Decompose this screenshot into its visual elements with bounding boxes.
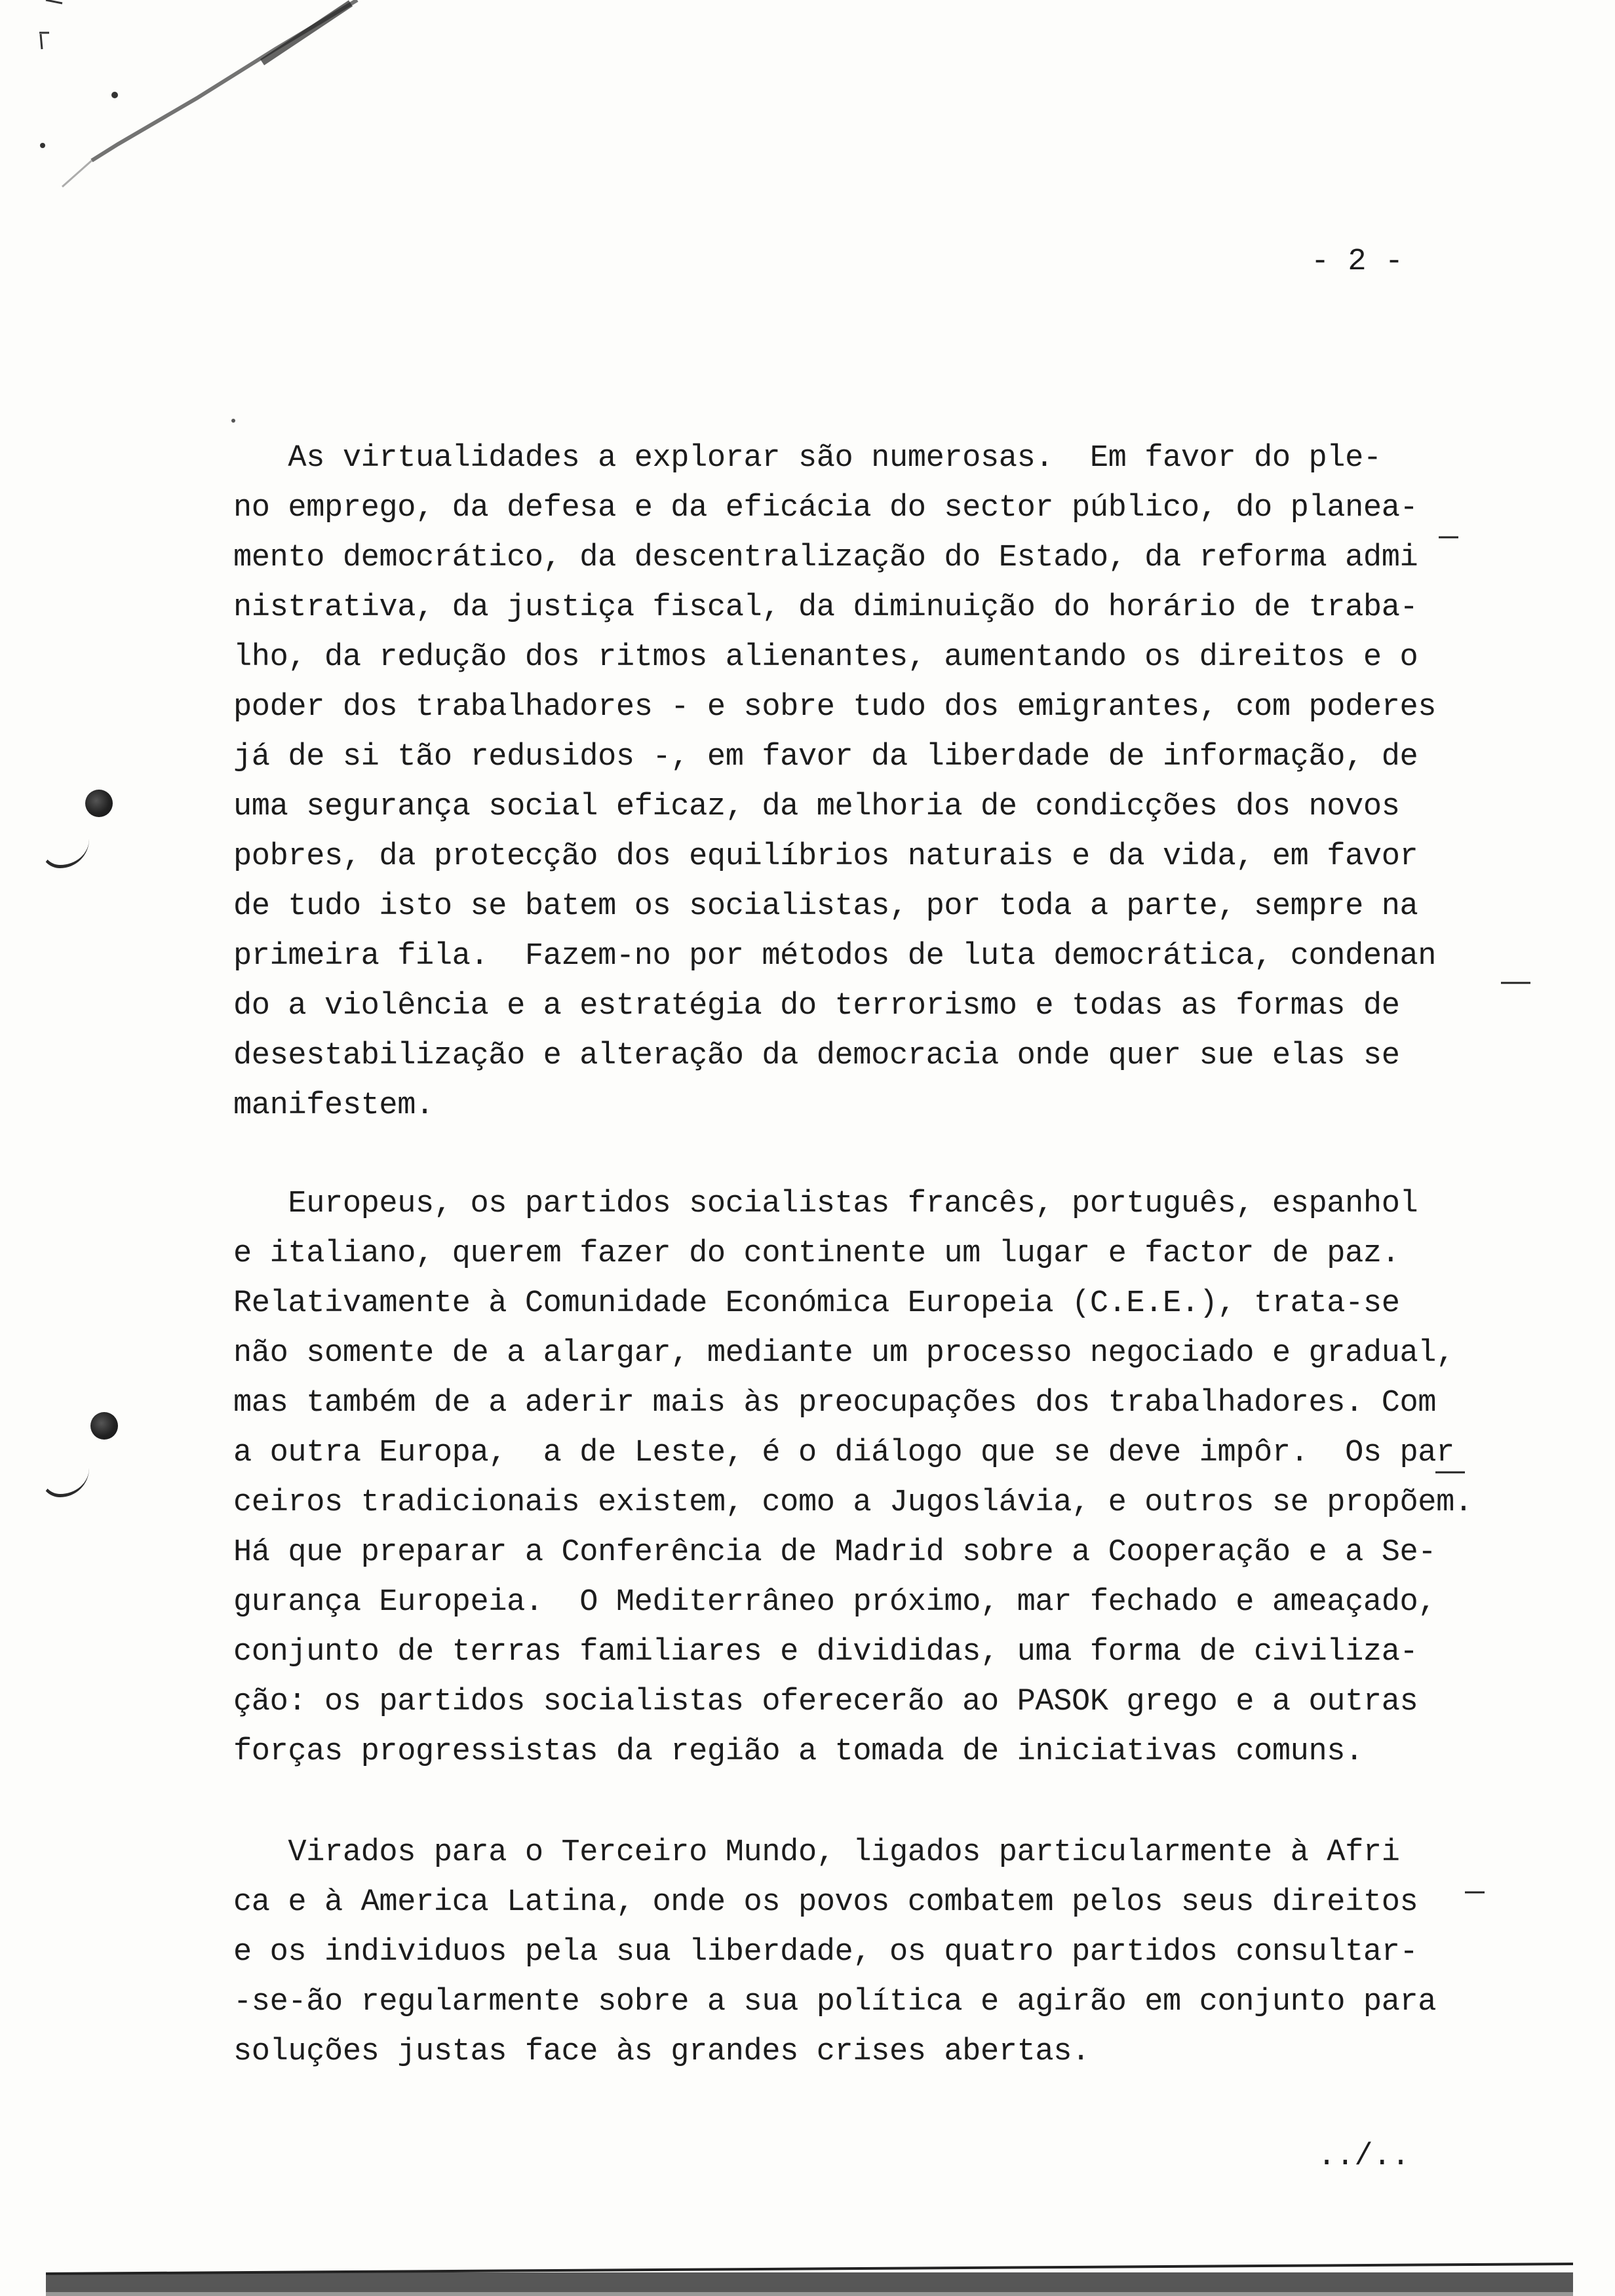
text-line: Relativamente à Comunidade Económica Europeia (C.E.E.), trata-se bbox=[233, 1286, 1400, 1321]
text-line: e os individuos pela sua liberdade, os quatro partidos consultar- bbox=[233, 1935, 1418, 1970]
text-line: uma segurança social eficaz, da melhoria de condicções dos novos bbox=[233, 790, 1400, 824]
corner-specks bbox=[39, 0, 235, 423]
text-line: poder dos trabalhadores - e sobre tudo dos emigrantes, com poderes bbox=[233, 690, 1437, 725]
text-line: mento democrático, da descentralização do Estado, da reforma admi bbox=[233, 541, 1418, 575]
text-line: já de si tão redusidos -, em favor da liberdade de informação, de bbox=[233, 740, 1418, 775]
text-line: soluções justas face às grandes crises abertas. bbox=[233, 2035, 1090, 2069]
paragraph-3 bbox=[233, 1828, 1577, 2077]
text-line: manifestem. bbox=[233, 1088, 434, 1123]
text-line: a outra Europa, a de Leste, é o diálogo que se deve impôr. Os par bbox=[233, 1436, 1454, 1470]
text-line: ção: os partidos socialistas oferecerão ao PASOK grego e a outras bbox=[233, 1685, 1418, 1719]
text-line: nistrativa, da justiça fiscal, da diminuição do horário de traba- bbox=[233, 590, 1418, 625]
text-line: pobres, da protecção dos equilíbrios naturais e da vida, em favor bbox=[233, 839, 1418, 874]
text-line: do a violência e a estratégia do terrorismo e todas as formas de bbox=[233, 989, 1400, 1024]
page-number: - 2 - bbox=[1311, 244, 1404, 279]
text-line: e italiano, querem fazer do continente um lugar e factor de paz. bbox=[233, 1236, 1400, 1271]
bottom-edge-bar bbox=[46, 2264, 1573, 2296]
text-line: gurança Europeia. O Mediterrâneo próximo, mar fechado e ameaçado, bbox=[233, 1585, 1437, 1620]
text-line: ceiros tradicionais existem, como a Jugoslávia, e outros se propõem. bbox=[233, 1485, 1473, 1520]
punch-hole-lower-curve bbox=[41, 1468, 89, 1497]
text-line: desestabilização e alteração da democracia onde quer sue elas se bbox=[233, 1039, 1400, 1073]
continuation-mark: ../.. bbox=[1317, 2139, 1411, 2174]
diagonal-stroke-mark bbox=[62, 0, 357, 187]
text-line: As virtualidades a explorar são numerosas. Em favor do ple- bbox=[233, 441, 1382, 476]
text-line: primeira fila. Fazem-no por métodos de luta democrática, condenan bbox=[233, 939, 1437, 974]
punch-hole-upper bbox=[85, 790, 113, 817]
punch-hole-lower bbox=[90, 1412, 118, 1440]
text-line: Há que preparar a Conferência de Madrid sobre a Cooperação e a Se- bbox=[233, 1535, 1437, 1570]
text-line: Virados para o Terceiro Mundo, ligados particularmente à Afri bbox=[233, 1835, 1400, 1870]
text-line: não somente de a alargar, mediante um processo negociado e gradual, bbox=[233, 1336, 1454, 1371]
text-line: mas também de a aderir mais às preocupações dos trabalhadores. Com bbox=[233, 1386, 1437, 1421]
text-line: ca e à America Latina, onde os povos combatem pelos seus direitos bbox=[233, 1885, 1418, 1920]
text-line: no emprego, da defesa e da eficácia do sector público, do planea- bbox=[233, 491, 1418, 526]
text-line: conjunto de terras familiares e divididas, uma forma de civiliza- bbox=[233, 1635, 1418, 1670]
paragraph-1 bbox=[233, 434, 1577, 1131]
text-line: Europeus, os partidos socialistas francês, português, espanhol bbox=[233, 1187, 1418, 1221]
text-line: forças progressistas da região a tomada de iniciativas comuns. bbox=[233, 1734, 1363, 1769]
text-line: -se-ão regularmente sobre a sua política e agirão em conjunto para bbox=[233, 1985, 1437, 2019]
punch-hole-upper-curve bbox=[41, 839, 89, 868]
paragraph-2 bbox=[233, 1179, 1577, 1777]
text-line: de tudo isto se batem os socialistas, por toda a parte, sempre na bbox=[233, 889, 1418, 924]
text-line: lho, da redução dos ritmos alienantes, aumentando os direitos e o bbox=[233, 640, 1418, 675]
